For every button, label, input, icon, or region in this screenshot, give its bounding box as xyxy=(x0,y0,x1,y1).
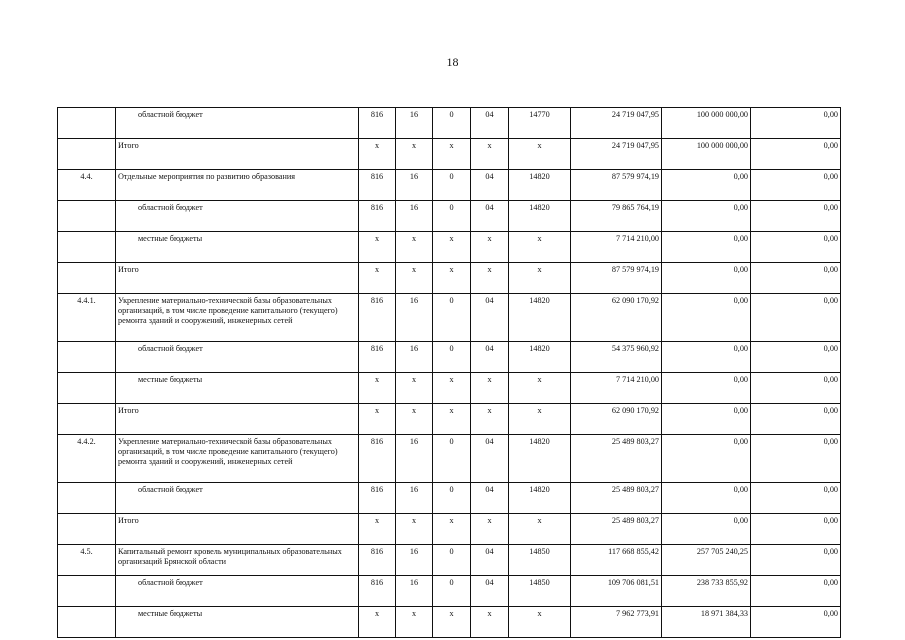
code-cell-program: 16 xyxy=(396,170,433,201)
table-row xyxy=(58,576,841,607)
amount-cell-year-3: 0,00 xyxy=(751,170,841,201)
amount-cell-year-3: 0,00 xyxy=(751,607,841,638)
row-number-cell: 4.4.2. xyxy=(58,435,116,483)
amount-cell-year-1: 25 489 803,27 xyxy=(571,435,662,483)
amount-cell-year-1: 87 579 974,19 xyxy=(571,170,662,201)
code-cell-grbs: x xyxy=(359,607,396,638)
amount-cell-year-3: 0,00 xyxy=(751,483,841,514)
row-name-cell: Отдельные мероприятия по развитию образования xyxy=(116,170,359,201)
amount-cell-year-1: 87 579 974,19 xyxy=(571,263,662,294)
code-cell-subprogram: 0 xyxy=(433,545,471,576)
amount-cell-year-2: 0,00 xyxy=(662,514,751,545)
code-cell-main-activity: 04 xyxy=(471,170,509,201)
table-row xyxy=(58,404,841,435)
row-number-cell xyxy=(58,263,116,294)
code-cell-main-activity: 04 xyxy=(471,294,509,342)
amount-cell-year-1: 7 714 210,00 xyxy=(571,232,662,263)
code-cell-program: 16 xyxy=(396,545,433,576)
code-cell-program: x xyxy=(396,232,433,263)
row-name-cell: Итого xyxy=(116,139,359,170)
amount-cell-year-3: 0,00 xyxy=(751,404,841,435)
code-cell-subprogram: x xyxy=(433,607,471,638)
table-row xyxy=(58,232,841,263)
row-name-cell: Итого xyxy=(116,514,359,545)
amount-cell-year-1: 7 962 773,91 xyxy=(571,607,662,638)
code-cell-grbs: x xyxy=(359,514,396,545)
code-cell-grbs: x xyxy=(359,373,396,404)
amount-cell-year-1: 7 714 210,00 xyxy=(571,373,662,404)
code-cell-direction: 14820 xyxy=(509,342,571,373)
row-number-cell xyxy=(58,607,116,638)
amount-cell-year-2: 100 000 000,00 xyxy=(662,139,751,170)
code-cell-subprogram: 0 xyxy=(433,201,471,232)
amount-cell-year-2: 0,00 xyxy=(662,404,751,435)
table-row xyxy=(58,108,841,139)
row-number-cell: 4.4. xyxy=(58,170,116,201)
code-cell-direction: 14820 xyxy=(509,435,571,483)
code-cell-subprogram: x xyxy=(433,514,471,545)
code-cell-program: 16 xyxy=(396,435,433,483)
row-number-cell xyxy=(58,201,116,232)
amount-cell-year-2: 0,00 xyxy=(662,294,751,342)
row-name-cell: Укрепление материально-технической базы образовательных организаций, в том числе проведение капитального (текущего) ремонта зданий и сооружений, инженерных сетей xyxy=(116,435,359,483)
row-name-cell: Капитальный ремонт кровель муниципальных образовательных организаций Брянской области xyxy=(116,545,359,576)
table-row xyxy=(58,342,841,373)
code-cell-direction: 14820 xyxy=(509,170,571,201)
code-cell-grbs: 816 xyxy=(359,483,396,514)
amount-cell-year-1: 117 668 855,42 xyxy=(571,545,662,576)
amount-cell-year-3: 0,00 xyxy=(751,139,841,170)
row-number-cell xyxy=(58,514,116,545)
amount-cell-year-3: 0,00 xyxy=(751,232,841,263)
table-row xyxy=(58,294,841,342)
row-name-cell: Укрепление материально-технической базы образовательных организаций, в том числе проведение капитального (текущего) ремонта зданий и сооружений, инженерных сетей xyxy=(116,294,359,342)
code-cell-direction: x xyxy=(509,373,571,404)
code-cell-grbs: x xyxy=(359,232,396,263)
row-number-cell xyxy=(58,232,116,263)
code-cell-grbs: 816 xyxy=(359,576,396,607)
code-cell-grbs: 816 xyxy=(359,201,396,232)
amount-cell-year-2: 0,00 xyxy=(662,170,751,201)
amount-cell-year-3: 0,00 xyxy=(751,201,841,232)
table-body xyxy=(58,108,841,638)
code-cell-main-activity: x xyxy=(471,404,509,435)
code-cell-grbs: x xyxy=(359,139,396,170)
code-cell-program: 16 xyxy=(396,201,433,232)
code-cell-program: x xyxy=(396,514,433,545)
code-cell-subprogram: x xyxy=(433,404,471,435)
amount-cell-year-1: 24 719 047,95 xyxy=(571,139,662,170)
code-cell-grbs: 816 xyxy=(359,294,396,342)
table-row xyxy=(58,201,841,232)
code-cell-main-activity: x xyxy=(471,263,509,294)
row-name-cell: местные бюджеты xyxy=(116,232,359,263)
amount-cell-year-2: 0,00 xyxy=(662,483,751,514)
row-name-cell: местные бюджеты xyxy=(116,607,359,638)
table-row xyxy=(58,373,841,404)
table-row xyxy=(58,435,841,483)
amount-cell-year-3: 0,00 xyxy=(751,545,841,576)
code-cell-subprogram: 0 xyxy=(433,576,471,607)
code-cell-main-activity: x xyxy=(471,607,509,638)
amount-cell-year-3: 0,00 xyxy=(751,263,841,294)
code-cell-grbs: 816 xyxy=(359,435,396,483)
table-row xyxy=(58,607,841,638)
amount-cell-year-1: 79 865 764,19 xyxy=(571,201,662,232)
table-row xyxy=(58,545,841,576)
code-cell-program: 16 xyxy=(396,483,433,514)
code-cell-direction: x xyxy=(509,514,571,545)
amount-cell-year-1: 109 706 081,51 xyxy=(571,576,662,607)
amount-cell-year-3: 0,00 xyxy=(751,294,841,342)
amount-cell-year-1: 25 489 803,27 xyxy=(571,483,662,514)
code-cell-grbs: 816 xyxy=(359,342,396,373)
code-cell-direction: x xyxy=(509,139,571,170)
code-cell-direction: x xyxy=(509,607,571,638)
code-cell-program: x xyxy=(396,607,433,638)
amount-cell-year-1: 62 090 170,92 xyxy=(571,294,662,342)
code-cell-direction: 14850 xyxy=(509,545,571,576)
code-cell-direction: 14820 xyxy=(509,483,571,514)
row-number-cell: 4.5. xyxy=(58,545,116,576)
row-name-cell: областной бюджет xyxy=(116,342,359,373)
code-cell-program: 16 xyxy=(396,294,433,342)
amount-cell-year-2: 0,00 xyxy=(662,263,751,294)
code-cell-main-activity: 04 xyxy=(471,108,509,139)
amount-cell-year-2: 18 971 384,33 xyxy=(662,607,751,638)
code-cell-subprogram: x xyxy=(433,232,471,263)
amount-cell-year-3: 0,00 xyxy=(751,108,841,139)
code-cell-grbs: 816 xyxy=(359,545,396,576)
code-cell-direction: 14820 xyxy=(509,201,571,232)
table-row xyxy=(58,514,841,545)
code-cell-program: 16 xyxy=(396,576,433,607)
row-number-cell xyxy=(58,576,116,607)
code-cell-main-activity: 04 xyxy=(471,342,509,373)
code-cell-subprogram: 0 xyxy=(433,483,471,514)
code-cell-subprogram: x xyxy=(433,139,471,170)
code-cell-main-activity: 04 xyxy=(471,576,509,607)
amount-cell-year-1: 54 375 960,92 xyxy=(571,342,662,373)
amount-cell-year-1: 62 090 170,92 xyxy=(571,404,662,435)
code-cell-direction: 14850 xyxy=(509,576,571,607)
amount-cell-year-2: 0,00 xyxy=(662,373,751,404)
amount-cell-year-1: 24 719 047,95 xyxy=(571,108,662,139)
amount-cell-year-2: 0,00 xyxy=(662,201,751,232)
code-cell-main-activity: x xyxy=(471,373,509,404)
code-cell-main-activity: x xyxy=(471,232,509,263)
amount-cell-year-2: 257 705 240,25 xyxy=(662,545,751,576)
code-cell-main-activity: x xyxy=(471,139,509,170)
code-cell-subprogram: x xyxy=(433,263,471,294)
row-name-cell: областной бюджет xyxy=(116,201,359,232)
row-name-cell: областной бюджет xyxy=(116,108,359,139)
code-cell-direction: x xyxy=(509,404,571,435)
amount-cell-year-3: 0,00 xyxy=(751,576,841,607)
code-cell-main-activity: 04 xyxy=(471,201,509,232)
code-cell-grbs: 816 xyxy=(359,170,396,201)
amount-cell-year-2: 100 000 000,00 xyxy=(662,108,751,139)
code-cell-direction: 14820 xyxy=(509,294,571,342)
code-cell-subprogram: 0 xyxy=(433,170,471,201)
code-cell-program: 16 xyxy=(396,108,433,139)
code-cell-direction: x xyxy=(509,232,571,263)
row-number-cell: 4.4.1. xyxy=(58,294,116,342)
amount-cell-year-2: 0,00 xyxy=(662,435,751,483)
amount-cell-year-3: 0,00 xyxy=(751,342,841,373)
row-name-cell: Итого xyxy=(116,404,359,435)
row-number-cell xyxy=(58,404,116,435)
code-cell-main-activity: 04 xyxy=(471,483,509,514)
amount-cell-year-3: 0,00 xyxy=(751,373,841,404)
code-cell-subprogram: 0 xyxy=(433,294,471,342)
code-cell-direction: 14770 xyxy=(509,108,571,139)
code-cell-program: x xyxy=(396,139,433,170)
row-number-cell xyxy=(58,342,116,373)
amount-cell-year-2: 0,00 xyxy=(662,232,751,263)
row-name-cell: областной бюджет xyxy=(116,576,359,607)
table-row xyxy=(58,263,841,294)
code-cell-subprogram: 0 xyxy=(433,435,471,483)
code-cell-subprogram: 0 xyxy=(433,342,471,373)
code-cell-main-activity: x xyxy=(471,514,509,545)
row-name-cell: областной бюджет xyxy=(116,483,359,514)
page-number: 18 xyxy=(446,55,459,69)
code-cell-subprogram: 0 xyxy=(433,108,471,139)
code-cell-program: x xyxy=(396,373,433,404)
code-cell-subprogram: x xyxy=(433,373,471,404)
amount-cell-year-3: 0,00 xyxy=(751,435,841,483)
code-cell-program: x xyxy=(396,263,433,294)
row-number-cell xyxy=(58,373,116,404)
code-cell-program: 16 xyxy=(396,342,433,373)
amount-cell-year-2: 238 733 855,92 xyxy=(662,576,751,607)
row-name-cell: местные бюджеты xyxy=(116,373,359,404)
amount-cell-year-3: 0,00 xyxy=(751,514,841,545)
row-number-cell xyxy=(58,139,116,170)
code-cell-grbs: x xyxy=(359,263,396,294)
budget-table xyxy=(57,107,841,638)
table-row xyxy=(58,139,841,170)
code-cell-grbs: 816 xyxy=(359,108,396,139)
row-number-cell xyxy=(58,108,116,139)
table-row xyxy=(58,170,841,201)
row-number-cell xyxy=(58,483,116,514)
amount-cell-year-1: 25 489 803,27 xyxy=(571,514,662,545)
code-cell-grbs: x xyxy=(359,404,396,435)
code-cell-direction: x xyxy=(509,263,571,294)
amount-cell-year-2: 0,00 xyxy=(662,342,751,373)
table-row xyxy=(58,483,841,514)
code-cell-program: x xyxy=(396,404,433,435)
row-name-cell: Итого xyxy=(116,263,359,294)
code-cell-main-activity: 04 xyxy=(471,545,509,576)
code-cell-main-activity: 04 xyxy=(471,435,509,483)
